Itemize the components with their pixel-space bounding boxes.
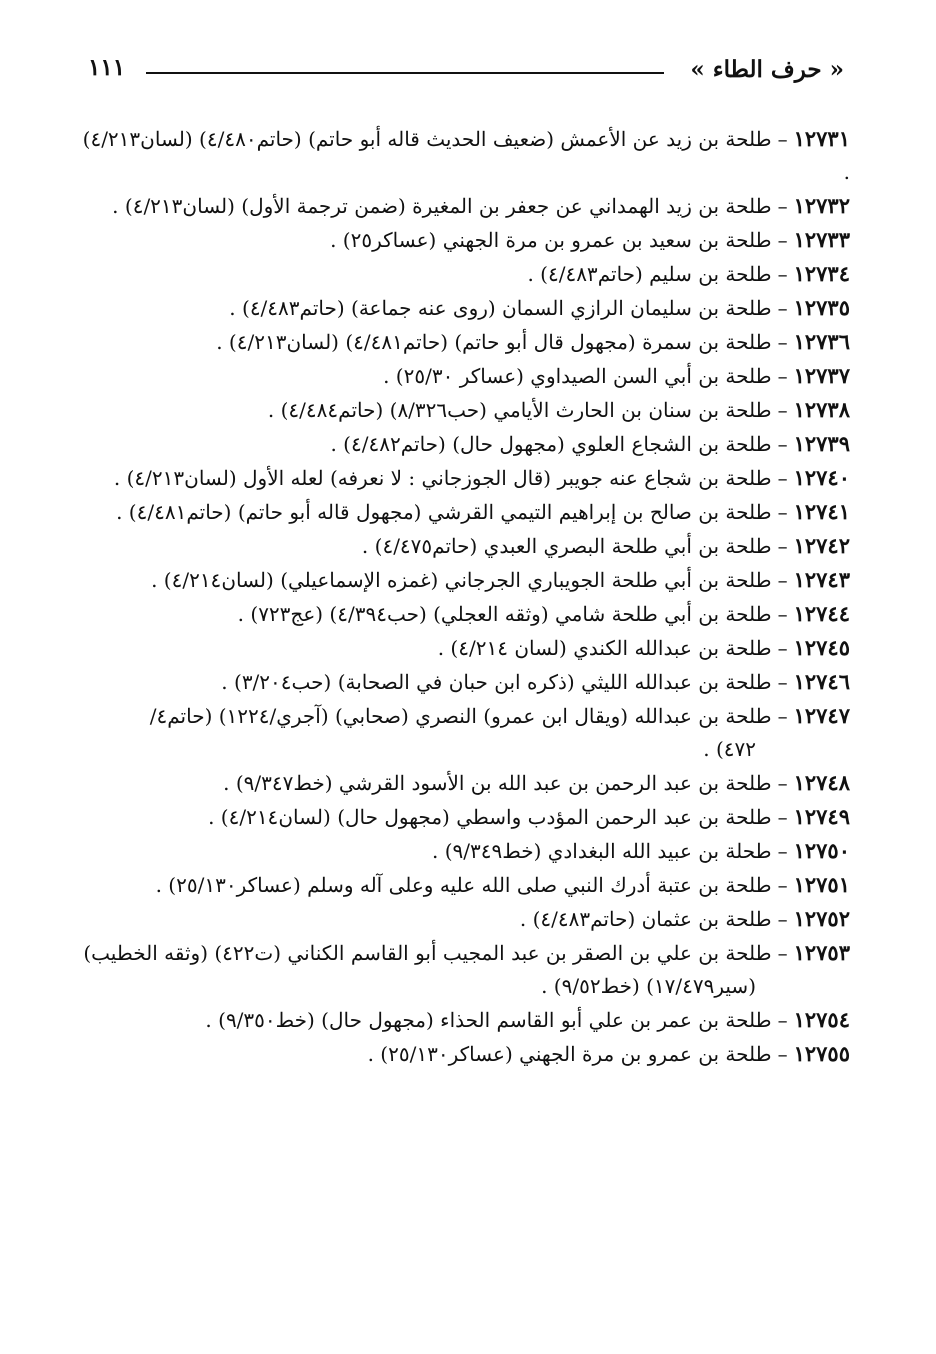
entry-separator: – [777,534,788,558]
list-item [70,868,850,902]
entry-separator: – [777,873,788,897]
entry-separator: – [777,941,788,965]
list-item [70,223,850,257]
entry-number: ١٢٧٥٥ [793,1041,850,1066]
entry-continuation: (سير١٧/٤٧٩) (خط٩/٥٢) . [541,974,756,998]
entry-text: طلحة بن سعيد بن عمرو بن مرة الجهني (عساكر٢٥) . [330,228,772,252]
entry-separator: – [777,500,788,524]
entry-number: ١٢٧٣٢ [793,193,850,218]
entry-number: ١٢٧٣١ [793,126,850,151]
entry-number: ١٢٧٥٠ [793,838,850,863]
entry-separator: – [777,228,788,252]
entry-text: طلحة بن عبدالله (ويقال ابن عمرو) النصري (صحابي) (آجري/١٢٢٤) (حاتم٤/ [149,704,772,728]
list-item [70,834,850,868]
entry-number: ١٢٧٥٤ [793,1007,850,1032]
entry-separator: – [777,839,788,863]
entry-number: ١٢٧٤٦ [793,669,850,694]
entry-text: طلحة بن أبي السن الصيداوي (عساكر ٢٥/٣٠) . [383,364,772,388]
entry-separator: – [777,262,788,286]
entry-separator: – [777,907,788,931]
list-item [70,189,850,223]
list-item [70,359,850,393]
page-header [88,52,850,92]
entry-number: ١٢٧٤١ [793,499,850,524]
entry-number: ١٢٧٣٨ [793,397,850,422]
entry-text: طلحة بن عبد الرحمن المؤدب واسطي (مجهول حال) (لسان٤/٢١٤) . [208,805,772,829]
list-item [70,529,850,563]
page-number: ١١١ [88,54,126,81]
list-item [70,325,850,359]
entry-number: ١٢٧٣٩ [793,431,850,456]
entry-separator: – [777,670,788,694]
entry-separator: – [777,636,788,660]
entry-number: ١٢٧٤٠ [793,465,850,490]
entry-text: طلحة بن عبد الرحمن بن عبد الله بن الأسود القرشي (خط٩/٣٤٧) . [223,771,772,795]
entry-number: ١٢٧٤٢ [793,533,850,558]
entry-text: طلحة بن عثمان (حاتم٤/٤٨٣) . [519,907,772,931]
entry-text: طلحة بن علي بن الصقر بن عبد المجيب أبو القاسم الكناني (ت٤٢٢) (وثقه الخطيب) [83,941,772,965]
list-item [70,461,850,495]
list-item [70,766,850,800]
entry-text: طلحة بن شجاع عنه جويبر (قال الجوزجاني : لا نعرفه) لعله الأول (لسان٤/٢١٣) . [113,466,772,490]
entry-number: ١٢٧٣٤ [793,261,850,286]
list-item [70,631,850,665]
entry-separator: – [777,1042,788,1066]
list-item [70,1037,850,1071]
entry-separator: – [777,1008,788,1032]
entry-separator: – [777,568,788,592]
entry-separator: – [777,296,788,320]
entry-continuation: ٤٧٢) . [703,737,756,761]
list-item [70,665,850,699]
list-item [70,699,850,733]
entry-text: طحلة بن عبيد الله البغدادي (خط٩/٣٤٩) . [431,839,772,863]
list-item [70,936,850,970]
entry-separator: – [777,466,788,490]
entry-number: ١٢٧٥١ [793,872,850,897]
entry-separator: – [777,432,788,456]
list-item [70,122,850,189]
entry-separator: – [777,771,788,795]
list-item [70,257,850,291]
entry-separator: – [777,602,788,626]
list-item [70,597,850,631]
list-item [70,393,850,427]
list-item [70,495,850,529]
entry-text: طلحة بن زيد عن الأعمش (ضعيف الحديث قاله أبو حاتم) (حاتم٤/٤٨٠) (لسان٤/٢١٣) . [82,127,850,184]
entry-text: طلحة بن أبي طلحة البصري العبدي (حاتم٤/٤٧٥) . [361,534,772,558]
list-item [70,902,850,936]
entry-text: طلحة بن سمرة (مجهول قال أبو حاتم) (حاتم٤/٤٨١) (لسان٤/٢١٣) . [216,330,772,354]
entry-number: ١٢٧٣٧ [793,363,850,388]
list-item [70,427,850,461]
entry-text: طلحة بن عبدالله الليثي (ذكره ابن حبان في الصحابة) (حب٣/٢٠٤) . [221,670,772,694]
entry-number: ١٢٧٣٥ [793,295,850,320]
entry-text: طلحة بن أبي طلحة الجويباري الجرجاني (غمزه الإسماعيلي) (لسان٤/٢١٤) . [151,568,772,592]
entry-text: طلحة بن سليمان الرازي السمان (روى عنه جماعة) (حاتم٤/٤٨٣) . [229,296,772,320]
entry-text: طلحة بن سليم (حاتم٤/٤٨٣) . [527,262,772,286]
entry-number: ١٢٧٤٤ [793,601,850,626]
entry-text: طلحة بن عتبة أدرك النبي صلى الله عليه وعلى آله وسلم (عساكر٢٥/١٣٠) . [155,873,772,897]
entry-text: طلحة بن الشجاع العلوي (مجهول حال) (حاتم٤/٤٨٢) . [330,432,772,456]
entry-text: طلحة بن زيد الهمداني عن جعفر بن المغيرة (ضمن ترجمة الأول) (لسان٤/٢١٣) . [112,194,772,218]
list-item [70,1003,850,1037]
entry-text: طلحة بن عمر بن علي أبو القاسم الحذاء (مجهول حال) (خط٩/٣٥٠) . [205,1008,772,1032]
entry-number: ١٢٧٤٥ [793,635,850,660]
entry-separator: – [777,127,788,151]
entry-separator: – [777,330,788,354]
page-title: « حرف الطاء » [690,56,844,83]
entry-number: ١٢٧٣٦ [793,329,850,354]
entry-number: ١٢٧٤٣ [793,567,850,592]
entry-number: ١٢٧٤٨ [793,770,850,795]
entry-separator: – [777,398,788,422]
entry-text: طلحة بن أبي طلحة شامي (وثقه العجلي) (حب٤/٣٩٤) (عج٧٢٣) . [237,602,772,626]
entry-separator: – [777,704,788,728]
entry-number: ١٢٧٣٣ [793,227,850,252]
entry-text: طلحة بن عمرو بن مرة الجهني (عساكر٢٥/١٣٠) . [367,1042,772,1066]
entry-number: ١٢٧٥٢ [793,906,850,931]
entry-text: طلحة بن سنان بن الحارث الأيامي (حب٨/٣٢٦) (حاتم٤/٤٨٤) . [267,398,772,422]
entry-text: طلحة بن عبدالله الكندي (لسان ٤/٢١٤) . [437,636,772,660]
entry-number: ١٢٧٥٣ [793,940,850,965]
list-item [70,563,850,597]
list-item [70,800,850,834]
entry-number: ١٢٧٤٩ [793,804,850,829]
entry-separator: – [777,364,788,388]
header-rule [146,72,664,74]
entry-separator: – [777,194,788,218]
list-item [70,291,850,325]
entry-separator: – [777,805,788,829]
entry-list [70,122,850,1071]
entry-text: طلحة بن صالح بن إبراهيم التيمي القرشي (مجهول قاله أبو حاتم) (حاتم٤/٤٨١) . [116,500,772,524]
entry-number: ١٢٧٤٧ [793,703,850,728]
